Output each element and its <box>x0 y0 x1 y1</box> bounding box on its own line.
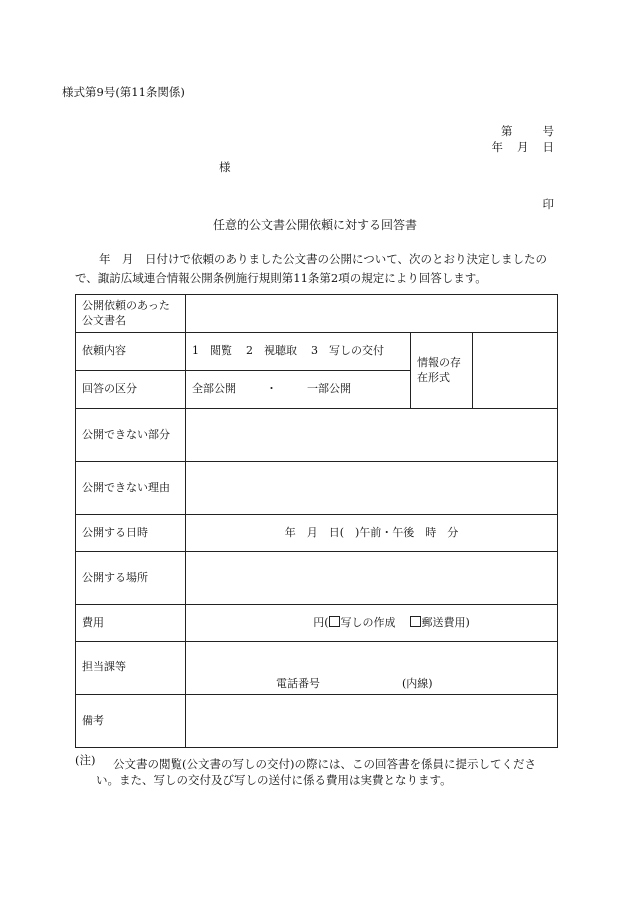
section-label: 担当課等 <box>76 642 186 695</box>
response-separator: ・ <box>266 382 277 396</box>
request-option-listen[interactable]: 2 視聴取 <box>246 344 297 358</box>
addressee: 様 <box>219 160 231 174</box>
row-undisclosable-reason <box>76 462 558 515</box>
request-option-copy[interactable]: 3 写しの交付 <box>311 344 384 358</box>
date-label: 公開する日時 <box>76 515 186 552</box>
section-field <box>186 642 558 695</box>
document-number-line <box>501 125 554 139</box>
note-line-1: 公文書の閲覧(公文書の写しの交付)の際には、この回答書を係員に提示してくださ <box>113 757 536 771</box>
date-day: 日 <box>542 140 554 154</box>
response-options <box>186 371 411 409</box>
remarks-label: 備考 <box>76 695 186 748</box>
row-undisclosable-part <box>76 409 558 462</box>
request-options <box>186 333 411 371</box>
row-doc-name <box>76 295 558 333</box>
document-title: 任意的公文書公開依頼に対する回答書 <box>212 218 417 232</box>
date-year: 年 <box>491 140 503 154</box>
form-number: 様式第9号(第11条関係) <box>62 85 185 99</box>
row-fee <box>76 605 558 642</box>
phone-label: 電話番号 <box>276 677 320 691</box>
date-value[interactable]: 年 月 日( )午前・午後 時 分 <box>186 515 558 552</box>
note-head: (注) <box>75 753 96 767</box>
row-section <box>76 642 558 695</box>
undisclosable-reason-label: 公開できない理由 <box>76 462 186 515</box>
row-date <box>76 515 558 552</box>
response-partial[interactable]: 一部公開 <box>307 382 351 396</box>
doc-number-dai: 第 <box>501 124 513 138</box>
date-month: 月 <box>517 140 529 154</box>
undisclosable-part-label: 公開できない部分 <box>76 409 186 462</box>
info-form-field[interactable] <box>473 333 558 409</box>
doc-number-go: 号 <box>542 124 554 138</box>
request-option-view[interactable]: 1 閲覧 <box>192 344 232 358</box>
undisclosable-part-field[interactable] <box>186 409 558 462</box>
doc-name-field[interactable] <box>186 295 558 333</box>
body-text: 年 月 日付けで依頼のありました公文書の公開について、次のとおり決定しましたので、諏訪広域連合情報公開条例施行規則第11条第2項の規定により回答します。 <box>75 252 548 285</box>
date-line <box>492 141 555 155</box>
response-full[interactable]: 全部公開 <box>192 382 236 396</box>
fee-copy: 写しの作成 <box>340 615 396 629</box>
fee-postage: 郵送費用) <box>421 615 470 629</box>
note-line-2: い。また、写しの交付及び写しの送付に係る費用は実費となります。 <box>96 773 452 787</box>
response-form-table <box>75 294 558 748</box>
response-label: 回答の区分 <box>76 371 186 409</box>
place-label: 公開する場所 <box>76 552 186 605</box>
row-request <box>76 333 558 371</box>
postage-checkbox-icon[interactable] <box>410 616 421 627</box>
fee-yen: 円( <box>313 615 329 629</box>
row-place <box>76 552 558 605</box>
remarks-field[interactable] <box>186 695 558 748</box>
row-remarks <box>76 695 558 748</box>
info-form-label: 情報の存在形式 <box>411 333 473 409</box>
fee-label: 費用 <box>76 605 186 642</box>
fee-field <box>186 605 558 642</box>
copy-checkbox-icon[interactable] <box>329 616 340 627</box>
doc-name-label: 公開依頼のあった公文書名 <box>76 295 186 333</box>
request-label: 依頼内容 <box>76 333 186 371</box>
undisclosable-reason-field[interactable] <box>186 462 558 515</box>
extension-label: (内線) <box>402 677 433 691</box>
seal-mark: 印 <box>542 197 554 211</box>
place-field[interactable] <box>186 552 558 605</box>
